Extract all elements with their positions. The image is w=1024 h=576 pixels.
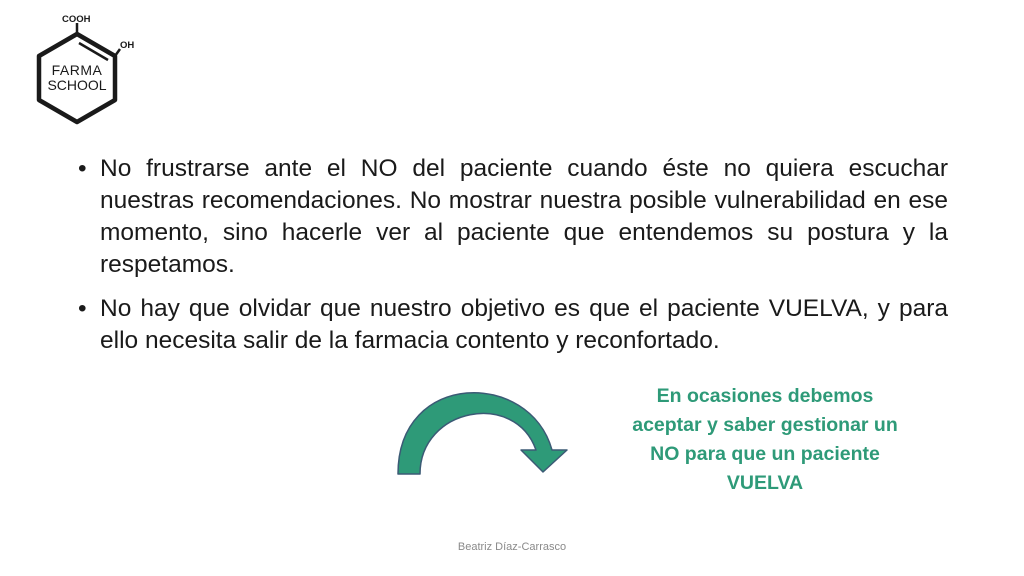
logo-cooh: COOH	[62, 14, 91, 25]
footer-author: Beatriz Díaz-Carrasco	[457, 541, 567, 553]
farma-school-logo	[22, 10, 142, 130]
highlight-note	[604, 382, 926, 498]
note-line: NO para que un paciente	[650, 443, 880, 465]
curved-arrow-icon	[390, 378, 570, 478]
logo-oh: OH	[120, 40, 135, 51]
hexagon-logo-icon	[22, 10, 142, 130]
bullet-marker: •	[78, 155, 87, 182]
logo-line2: SCHOOL	[47, 77, 107, 93]
bullet-text: No hay que olvidar que nuestro objetivo es que el paciente VUELVA, y para ello necesita salir de la farmacia contento y reconfortado.	[100, 295, 948, 354]
note-line: En ocasiones debemos	[656, 385, 874, 407]
bullet-list	[76, 153, 948, 369]
curved-arrow	[390, 378, 570, 478]
note-line: VUELVA	[726, 472, 804, 494]
bullet-item	[76, 293, 948, 357]
bullet-marker: •	[78, 295, 87, 322]
bullet-item	[76, 153, 948, 281]
bullet-text: No frustrarse ante el NO del paciente cuando éste no quiera escuchar nuestras recomendaciones. No mostrar nuestra posible vulnerabilidad en ese momento, sino hacerle ver al paciente que entendemos su postura y la respetamos.	[100, 155, 948, 278]
note-line: aceptar y saber gestionar un	[632, 414, 898, 436]
logo-line1: FARMA	[51, 62, 103, 78]
